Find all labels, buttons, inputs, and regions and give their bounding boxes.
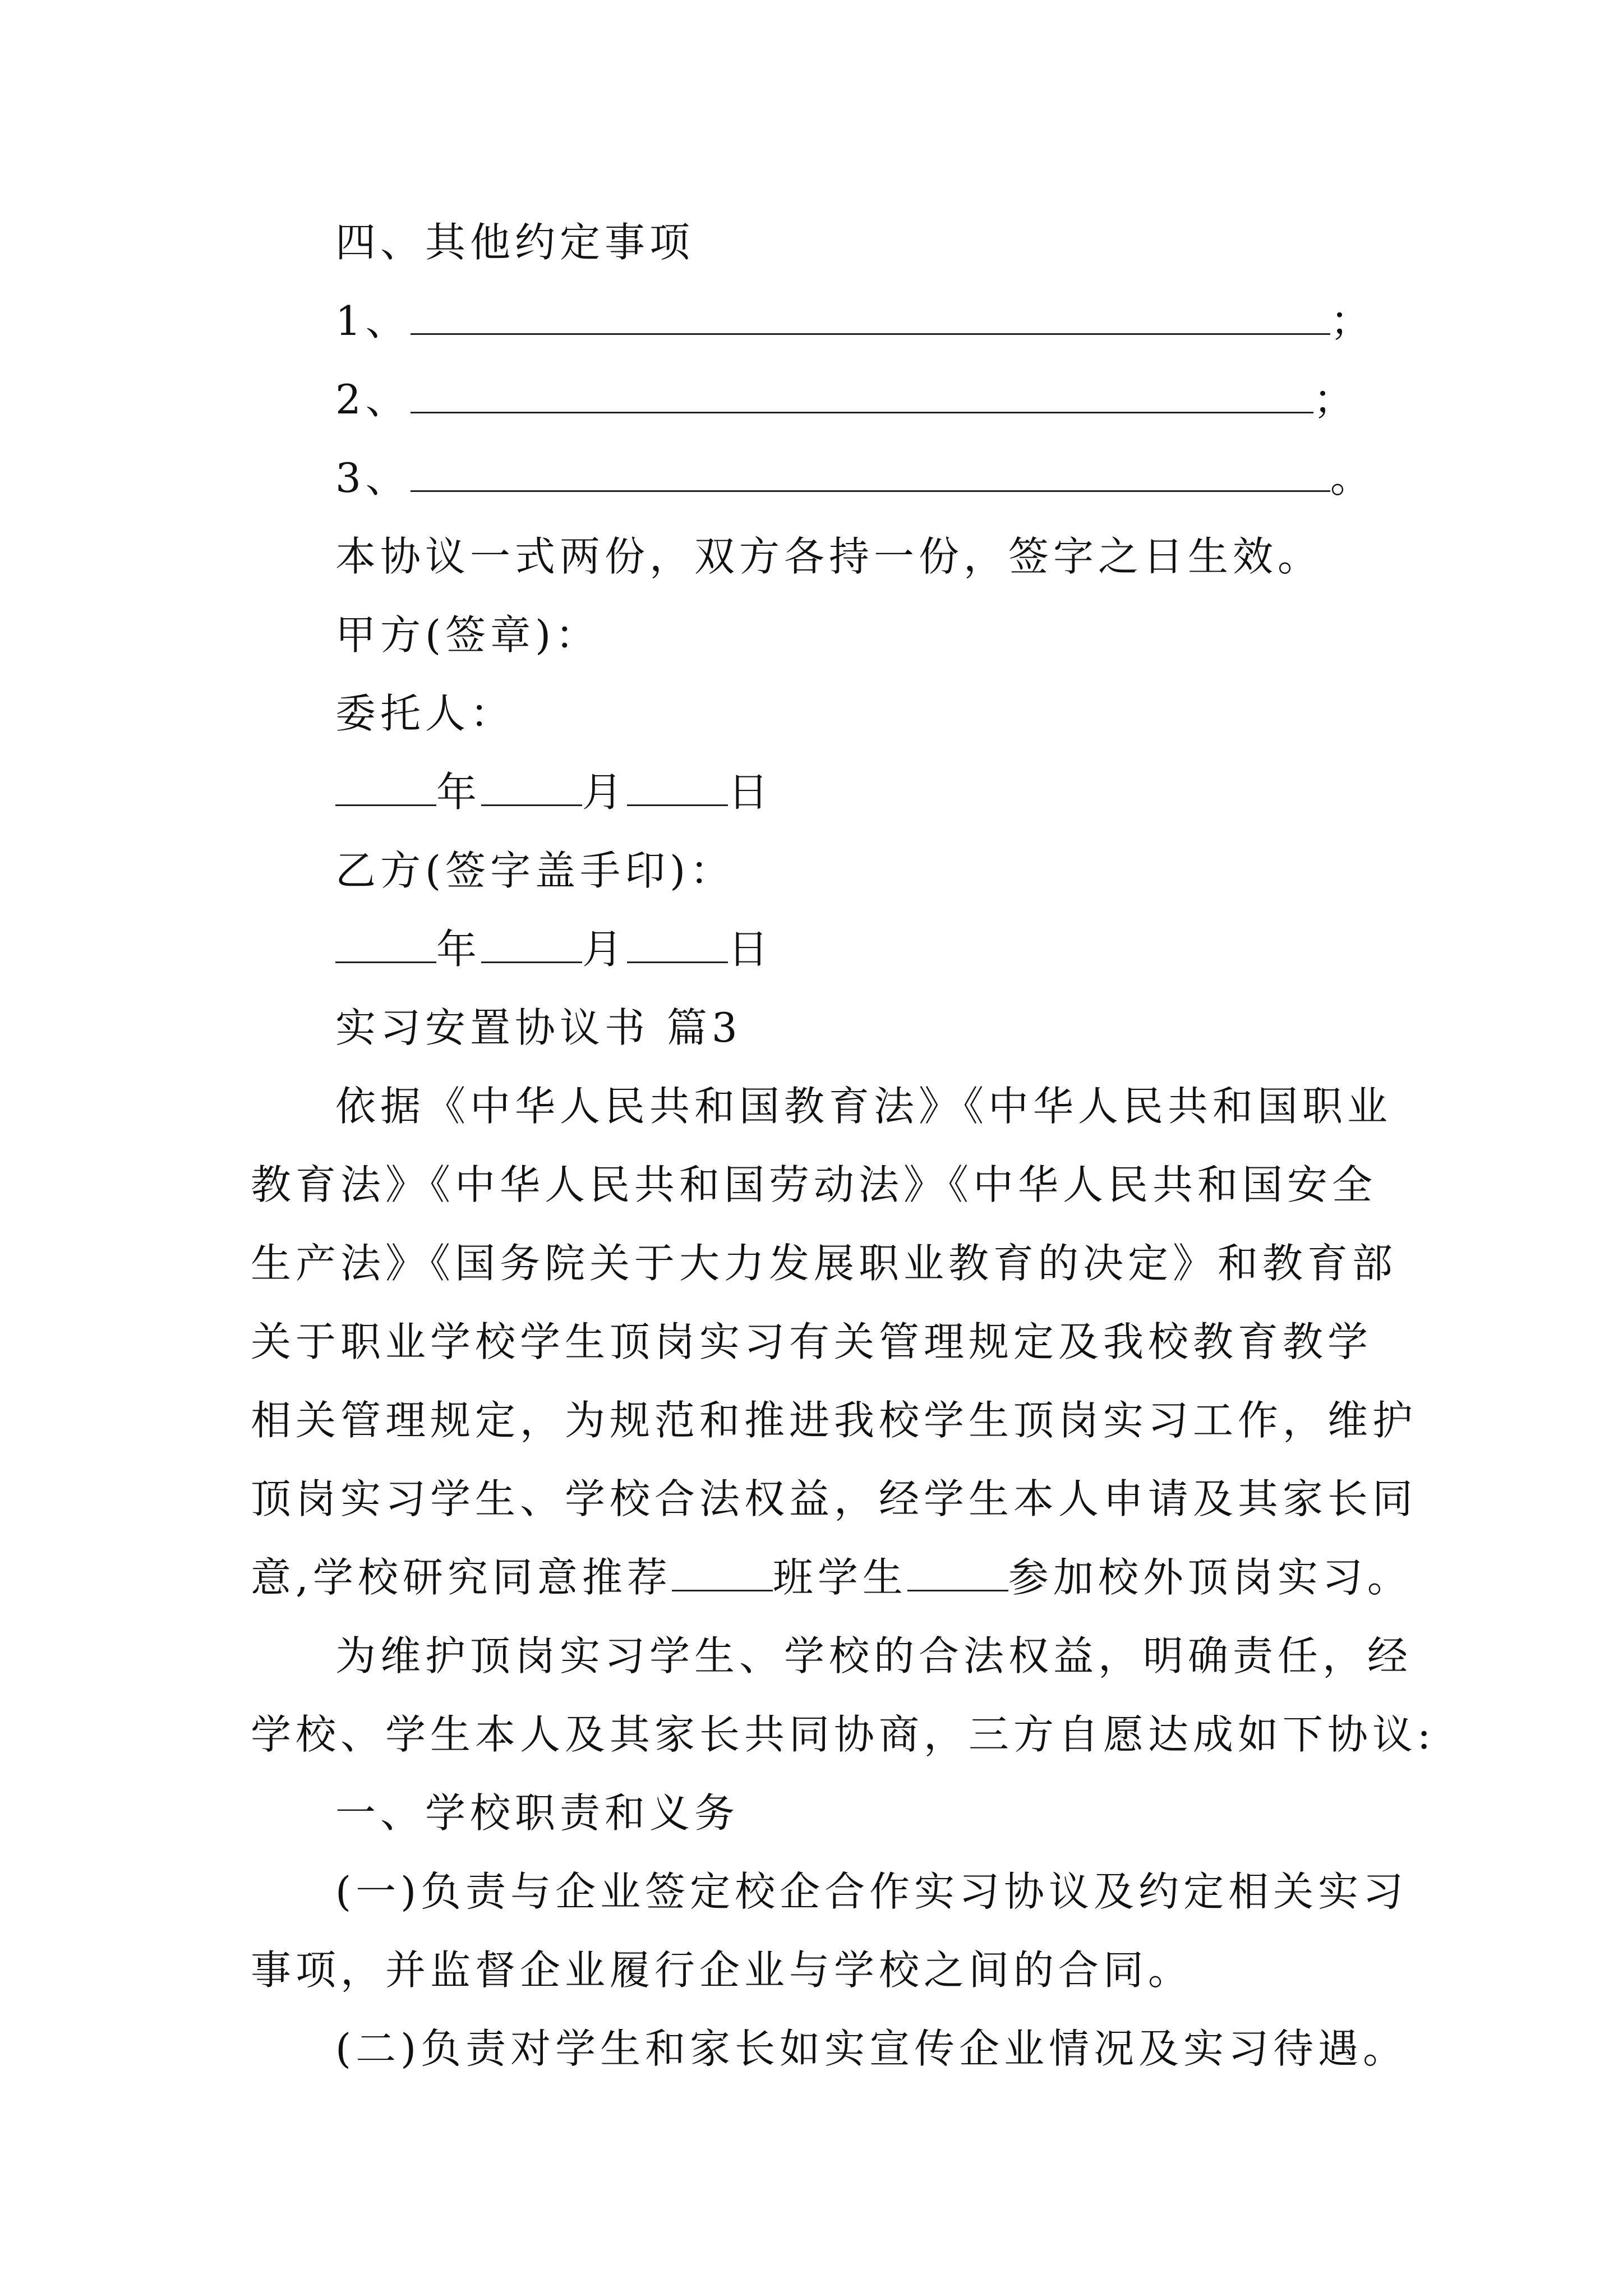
fill-blank	[411, 457, 1330, 492]
item-number: 2、	[335, 376, 411, 423]
article-title: 实习安置协议书 篇3	[335, 1004, 742, 1051]
preamble-line-1: 依据《中华人民共和国教育法》《中华人民共和国职业	[335, 1083, 1393, 1130]
preamble-line-4: 关于职业学校学生顶岗实习有关管理规定及我校教育教学	[251, 1318, 1373, 1365]
day-blank	[627, 928, 728, 963]
duty-item-2: (二)负责对学生和家长如实宣传企业情况及实习待遇。	[335, 2025, 1408, 2072]
item-end-punct: ；	[1313, 376, 1358, 423]
fill-blank	[411, 300, 1330, 335]
preamble-line-5: 相关管理规定，为规范和推进我校学生顶岗实习工作，维护	[251, 1397, 1418, 1444]
month-label: 月	[582, 926, 628, 973]
agreement-item-2	[335, 371, 1358, 427]
preamble-line-2: 教育法》《中华人民共和国劳动法》《中华人民共和国安全	[251, 1161, 1377, 1208]
duty-item-1-line-1: (一)负责与企业签定校企合作实习协议及约定相关实习	[335, 1868, 1408, 1915]
section-heading-school-duties: 一、学校职责和义务	[335, 1789, 740, 1837]
preamble-line-6: 顶岗实习学生、学校合法权益，经学生本人申请及其家长同	[251, 1475, 1418, 1522]
year-blank	[335, 928, 436, 963]
agreement-item-3	[335, 450, 1375, 506]
preamble-text: 参加校外顶岗实习。	[1008, 1554, 1412, 1601]
party-b-signature-label: 乙方(签字盖手印)：	[335, 847, 735, 894]
day-label: 日	[728, 769, 773, 816]
duty-item-1-line-2: 事项，并监督企业履行企业与学校之间的合同。	[251, 1947, 1193, 1994]
item-end-punct: ；	[1330, 297, 1375, 344]
day-blank	[627, 771, 728, 806]
copies-clause: 本协议一式两份，双方各持一份，签字之日生效。	[335, 533, 1323, 580]
fill-blank	[411, 378, 1313, 413]
item-number: 3、	[335, 454, 411, 501]
year-label: 年	[436, 926, 482, 973]
item-end-punct: 。	[1330, 454, 1375, 501]
date-line-b	[335, 921, 773, 977]
agreement-item-1	[335, 293, 1375, 349]
preamble-line-7	[251, 1549, 1412, 1605]
month-blank	[481, 928, 582, 963]
month-label: 月	[582, 769, 628, 816]
consensus-line-1: 为维护顶岗实习学生、学校的合法权益，明确责任，经	[335, 1632, 1413, 1680]
section-heading-other-matters: 四、其他约定事项	[335, 219, 695, 266]
class-blank	[672, 1556, 773, 1591]
month-blank	[481, 771, 582, 806]
year-label: 年	[436, 769, 482, 816]
preamble-line-3: 生产法》《国务院关于大力发展职业教育的决定》和教育部	[251, 1240, 1398, 1287]
student-blank	[907, 1556, 1008, 1591]
party-a-signature-label: 甲方(签章)：	[335, 611, 601, 659]
preamble-text: 意,学校研究同意推荐	[251, 1554, 672, 1601]
preamble-text: 班学生	[772, 1554, 907, 1601]
item-number: 1、	[335, 297, 411, 344]
consensus-line-2: 学校、学生本人及其家长共同协商，三方自愿达成如下协议:	[251, 1711, 1436, 1758]
year-blank	[335, 771, 436, 806]
entrusted-person-label: 委托人：	[335, 690, 515, 737]
date-line-a	[335, 764, 773, 820]
day-label: 日	[728, 926, 773, 973]
